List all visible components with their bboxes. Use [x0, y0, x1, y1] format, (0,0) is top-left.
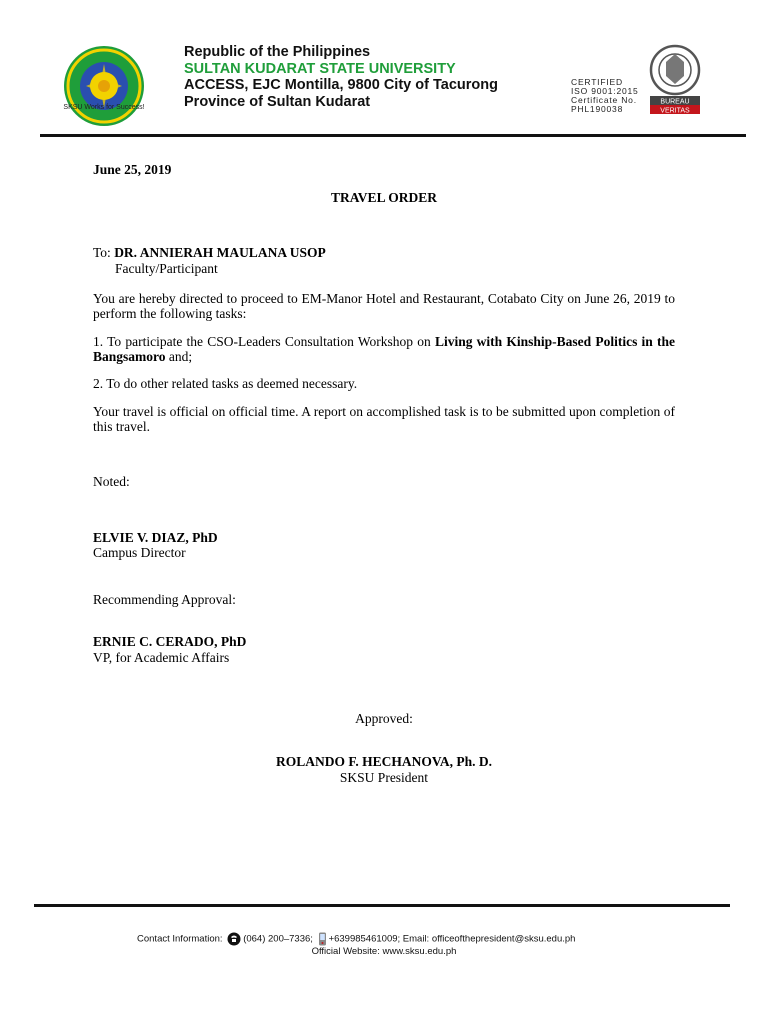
signatory-3-name: ROLANDO F. HECHANOVA, Ph. D.	[275, 754, 493, 769]
signatory-3-title: SKSU President	[339, 770, 429, 785]
signatory-2-title: VP, for Academic Affairs	[93, 650, 230, 665]
signatory-1-title: Campus Director	[93, 545, 186, 560]
cert-line-1: CERTIFIED	[571, 77, 623, 87]
signatory-1-name: ELVIE V. DIAZ, PhD	[93, 530, 218, 545]
recipient-name: DR. ANNIERAH MAULANA USOP	[114, 245, 326, 260]
approved-label: Approved:	[355, 711, 413, 726]
recommending-label: Recommending Approval:	[93, 592, 236, 607]
task-1	[93, 334, 675, 364]
telephone-icon	[227, 932, 241, 946]
iso-certification	[571, 78, 639, 114]
mobile-and-email: +639985461009; Email: officeofthepresident@sksu.edu.ph	[328, 933, 576, 945]
cert-line-2: ISO 9001:2015	[571, 86, 639, 96]
header-divider	[40, 134, 746, 137]
to-prefix: To:	[93, 245, 115, 260]
website-line: Official Website: www.sksu.edu.ph	[311, 946, 457, 957]
directive-paragraph: You are hereby directed to proceed to EM-Manor Hotel and Restaurant, Cotabato City on June 26, 2019 to perform the following tasks:	[93, 291, 675, 321]
official-time-paragraph: Your travel is official on official time. A report on accomplished task is to be submitted upon completion of this travel.	[93, 404, 675, 434]
task-2: 2. To do other related tasks as deemed necessary.	[93, 376, 358, 391]
signatory-2-name: ERNIE C. CERADO, PhD	[93, 634, 247, 649]
bureau-veritas-badge	[644, 42, 706, 116]
task-1-workshop-title: Living with Kinship-Based Politics in the Bangsamoro	[93, 334, 676, 364]
cert-line-4: PHL190038	[571, 104, 624, 114]
letterhead	[184, 44, 498, 110]
task-1-text: 1. To participate the CSO-Leaders Consultation Workshop on	[93, 334, 435, 349]
mobile-phone-icon	[318, 932, 327, 946]
letter-date: June 25, 2019	[93, 162, 172, 177]
task-1-suffix: and;	[165, 349, 193, 364]
landline-number: (064) 200–7336;	[243, 933, 316, 945]
contact-label: Contact Information:	[137, 933, 226, 945]
bureau-text: BUREAU	[660, 98, 690, 106]
cert-line-3: Certificate No.	[571, 95, 637, 105]
noted-label: Noted:	[93, 474, 130, 489]
recipient-role: Faculty/Participant	[115, 261, 218, 276]
country-line: Republic of the Philippines	[184, 44, 371, 60]
recipient-line	[93, 245, 326, 260]
footer-divider	[34, 904, 730, 907]
contact-line	[137, 932, 575, 946]
university-name: SULTAN KUDARAT STATE UNIVERSITY	[184, 60, 456, 77]
address-line: ACCESS, EJC Montilla, 9800 City of Tacurong	[184, 77, 498, 93]
letter-title: TRAVEL ORDER	[331, 190, 437, 205]
veritas-text: VERITAS	[660, 107, 690, 115]
logo-caption: SKSU Works for Success!	[63, 104, 145, 111]
university-seal-logo	[62, 44, 146, 128]
province-line: Province of Sultan Kudarat	[184, 93, 371, 110]
